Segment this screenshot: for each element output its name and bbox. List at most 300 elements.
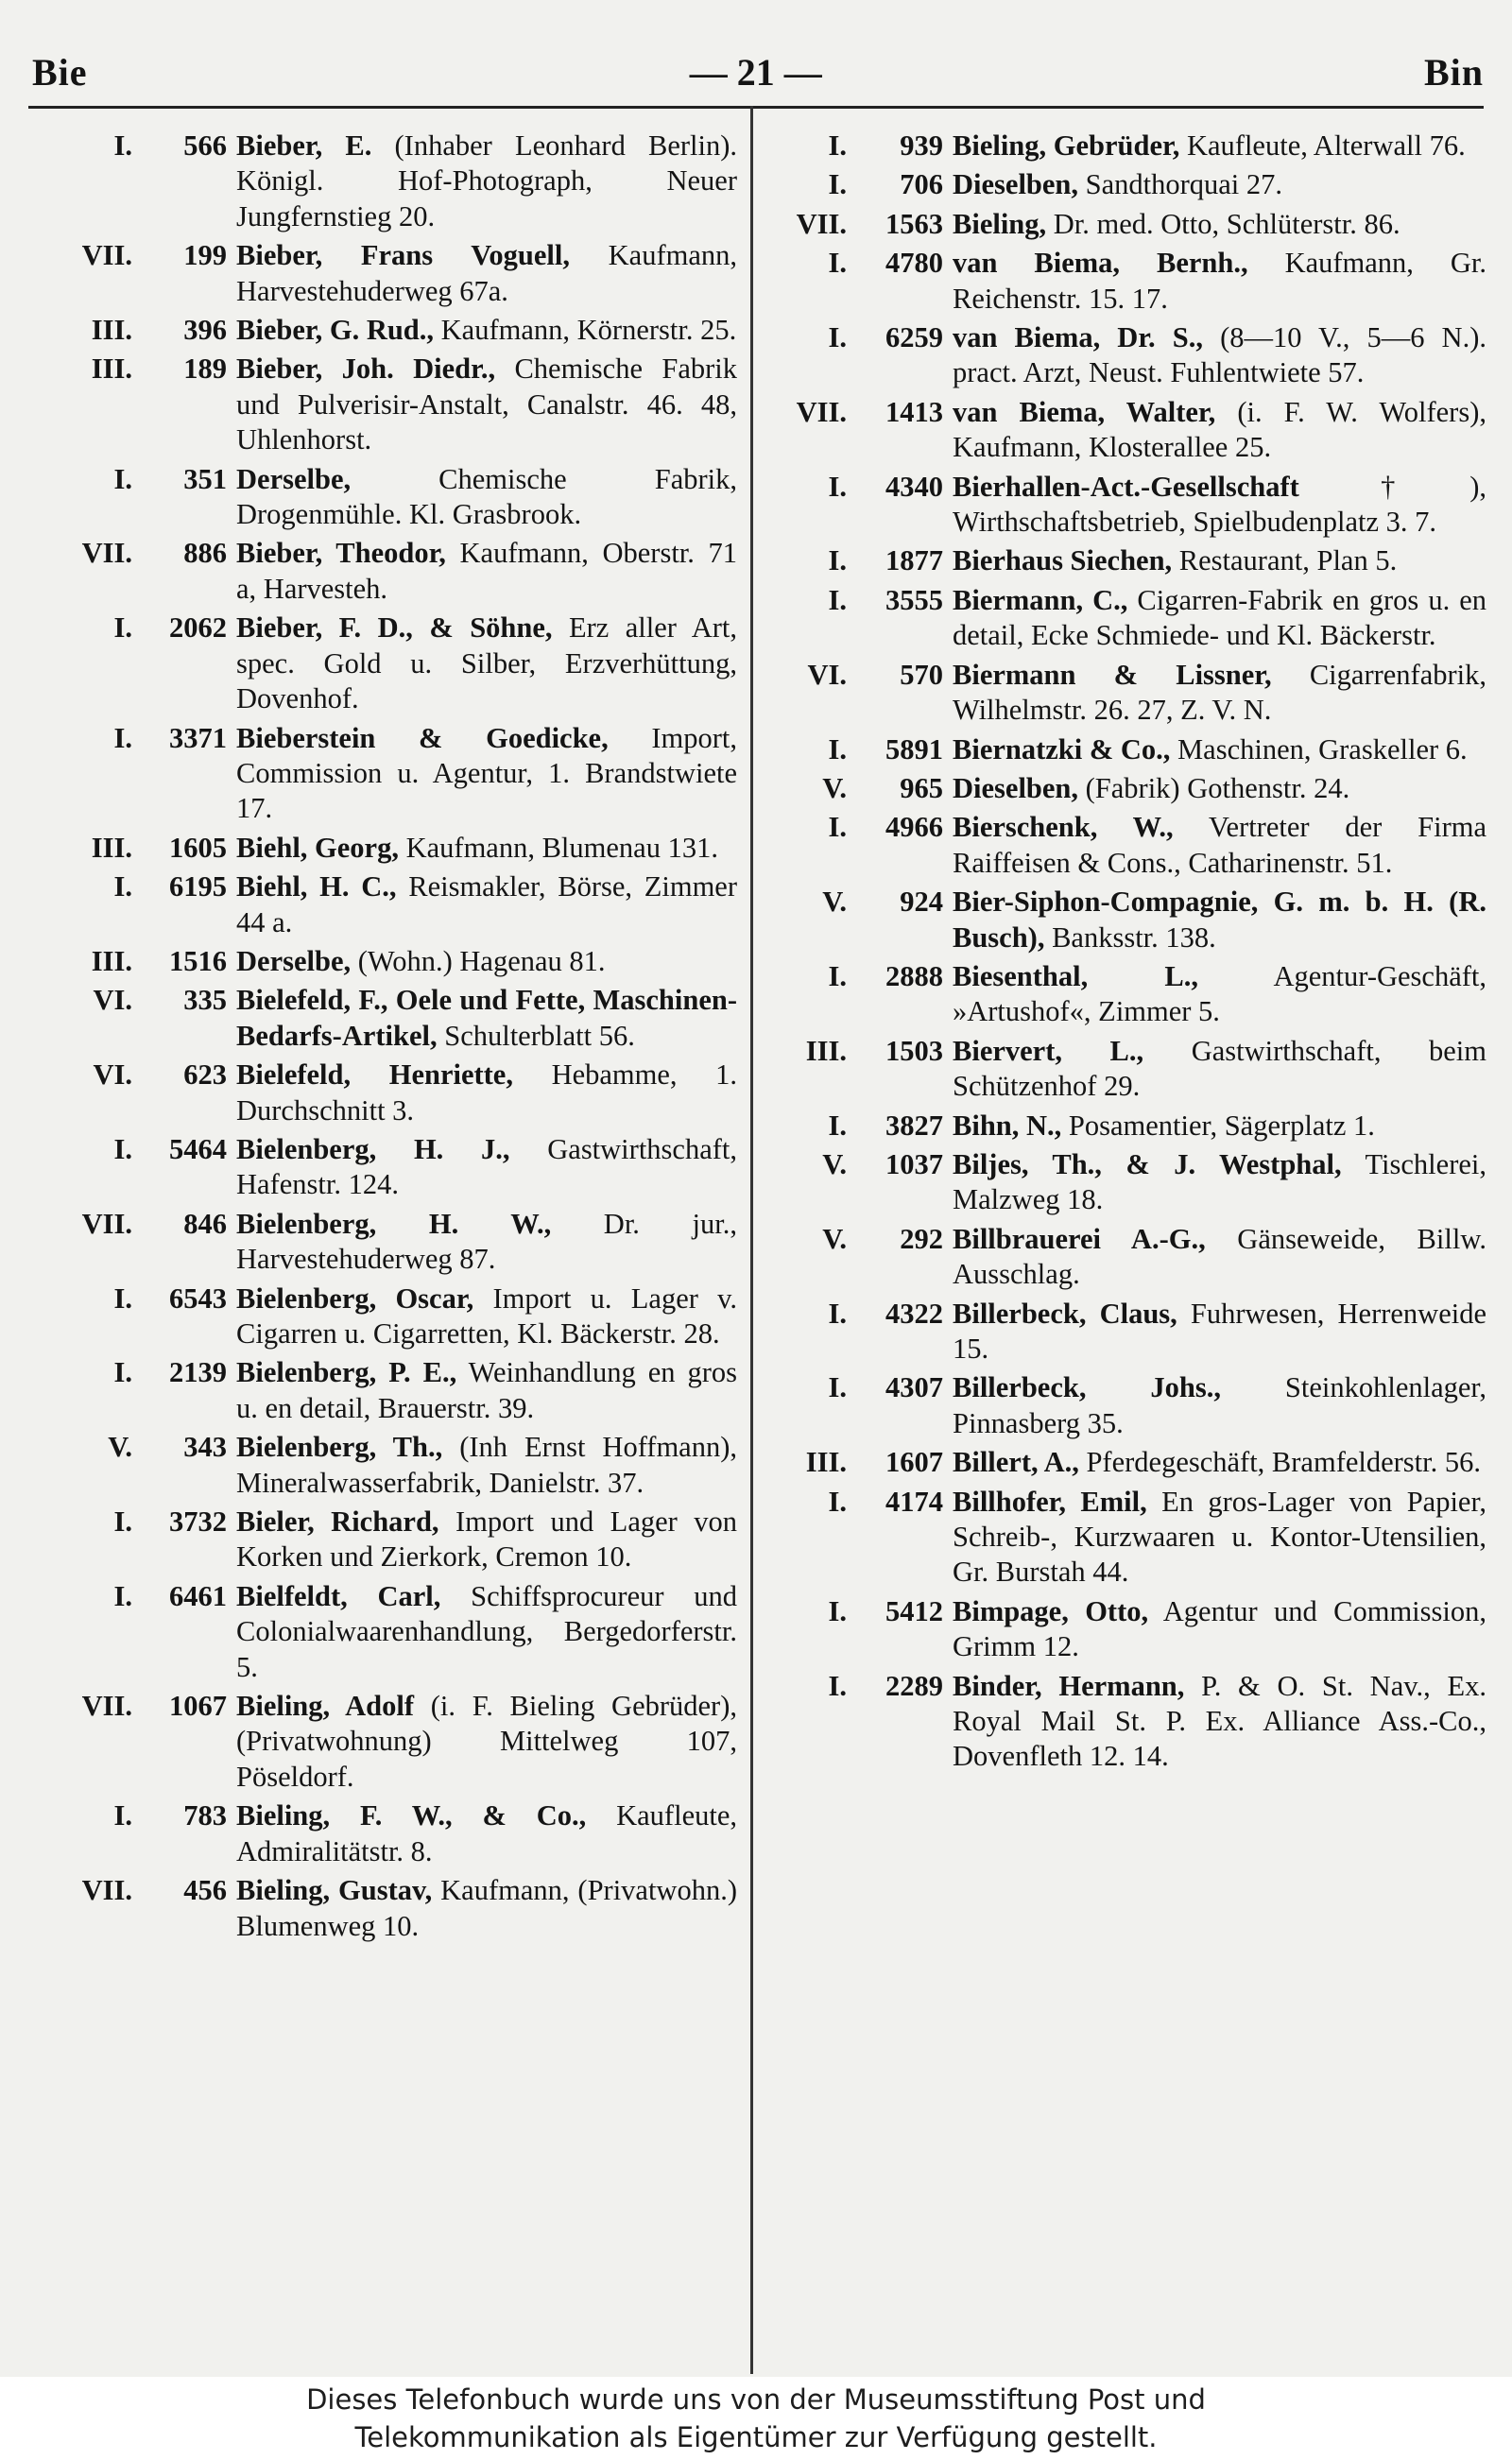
subscriber-name: Bielfeldt, Carl, (236, 1579, 441, 1612)
line-number: 4307 (885, 1371, 943, 1404)
phone-number (764, 959, 953, 994)
line-number: 1563 (885, 207, 943, 240)
directory-entry (764, 1485, 1486, 1591)
line-number: 566 (183, 129, 227, 162)
exchange-district: I. (828, 168, 847, 201)
exchange-district: I. (828, 1297, 847, 1330)
subscriber-name: Bielefeld, Henriette, (236, 1058, 513, 1092)
exchange-district: V. (822, 1147, 847, 1180)
line-number: 4174 (885, 1485, 943, 1518)
line-number: 623 (183, 1058, 227, 1092)
line-number: 4780 (885, 247, 943, 280)
subscriber-details: Pferdegeschäft, Bramfelderstr. 56. (1078, 1446, 1481, 1479)
phone-number (28, 1282, 236, 1316)
subscriber-details: Kaufmann, Gr. Reichenstr. 15. 17. (953, 247, 1486, 315)
line-number: 3732 (169, 1505, 227, 1539)
line-number: 189 (183, 353, 227, 386)
phone-number (764, 1297, 953, 1332)
phone-number (764, 1147, 953, 1182)
line-number: 1067 (169, 1690, 227, 1723)
directory-entry (28, 1207, 737, 1278)
line-number: 1413 (885, 395, 943, 428)
line-number: 1503 (885, 1034, 943, 1067)
subscriber-name: Bielenberg, H. W., (236, 1207, 552, 1240)
subscriber-details: En gros-Lager von Papier, Schreib-, Kurzwaaren u. Kontor-Utensilien, Gr. Burstah 44. (953, 1485, 1487, 1589)
exchange-district: I. (113, 1505, 132, 1539)
running-head-right: Bin (1423, 50, 1484, 94)
subscriber-name: Bieber, Theodor, (236, 537, 446, 570)
exchange-district: III. (91, 831, 132, 864)
exchange-district: I. (113, 870, 132, 903)
subscriber-name: Bielenberg, Oscar, (236, 1282, 474, 1315)
directory-entry (28, 869, 737, 940)
phone-number (764, 1594, 953, 1629)
phone-number (764, 658, 953, 693)
subscriber-name: Biehl, H. C., (236, 870, 397, 903)
exchange-district: I. (113, 1579, 132, 1612)
line-number: 6543 (169, 1282, 227, 1315)
directory-entry (764, 771, 1486, 806)
subscriber-name: Bieling, (953, 207, 1047, 240)
subscriber-name: Dieselben, (953, 771, 1079, 804)
directory-entry (28, 238, 737, 309)
directory-entry (764, 1147, 1486, 1218)
phone-number (28, 462, 236, 497)
subscriber-name: Dieselben, (953, 168, 1079, 201)
directory-entry (764, 732, 1486, 767)
phone-number (764, 395, 953, 430)
line-number: 4966 (885, 811, 943, 844)
entry-text (953, 771, 1486, 806)
exchange-district: I. (113, 462, 132, 495)
left-column (28, 129, 737, 1948)
line-number: 5891 (885, 732, 943, 766)
exchange-district: I. (828, 1669, 847, 1702)
phone-number (764, 1109, 953, 1144)
subscriber-details: Import und Lager von Korken und Zierkork, Cremon 10. (236, 1505, 737, 1574)
directory-entry (764, 470, 1486, 541)
exchange-district: I. (113, 721, 132, 754)
subscriber-details: (i. F. W. Wolfers), Kaufmann, Klosterallee 25. (953, 395, 1486, 464)
entry-text (953, 658, 1486, 729)
entry-text (953, 167, 1486, 202)
line-number: 1037 (885, 1147, 943, 1180)
phone-number (28, 611, 236, 645)
phone-number (764, 1485, 953, 1520)
phone-number (764, 1370, 953, 1405)
exchange-district: I. (113, 1132, 132, 1165)
phone-number (764, 246, 953, 281)
directory-entry (764, 959, 1486, 1030)
entry-text (236, 721, 737, 827)
subscriber-details: Kaufleute, Admiralitätstr. 8. (236, 1799, 737, 1867)
exchange-district: I. (828, 247, 847, 280)
directory-entry (764, 1445, 1486, 1480)
exchange-district: I. (113, 129, 132, 162)
directory-entry (764, 167, 1486, 202)
exchange-district: VI. (93, 1058, 132, 1092)
subscriber-details: Kaufmann, Körnerstr. 25. (434, 314, 737, 347)
exchange-district: I. (828, 544, 847, 577)
running-head-left: Bie (32, 50, 88, 94)
subscriber-details: Kaufmann, Oberstr. 71 a, Harvesteh. (236, 537, 737, 605)
subscriber-name: Bielenberg, H. J., (236, 1132, 510, 1165)
entry-text (236, 1282, 737, 1352)
directory-entry (764, 583, 1486, 654)
directory-entry (764, 1370, 1486, 1441)
subscriber-details: Chemische Fabrik, Drogenmühle. Kl. Grasbrook. (236, 462, 737, 531)
entry-text (953, 959, 1486, 1030)
directory-entry (28, 1058, 737, 1128)
directory-entry (764, 810, 1486, 881)
entry-text (953, 207, 1486, 242)
subscriber-name: Bieling, Gebrüder, (953, 129, 1180, 162)
entry-text (953, 1669, 1486, 1775)
subscriber-details: (i. F. Bieling Gebrüder), (Privatwohnung) Mittelweg 107, Pöseldorf. (236, 1690, 737, 1793)
subscriber-details: Sandthorquai 27. (1078, 168, 1283, 201)
exchange-district: VII. (81, 1207, 132, 1240)
subscriber-details: Gastwirthschaft, beim Schützenhof 29. (953, 1034, 1486, 1103)
entry-text (953, 1445, 1486, 1480)
directory-entry (28, 1505, 737, 1575)
subscriber-details: Gastwirthschaft, Hafenstr. 124. (236, 1132, 737, 1201)
footer-line-1: Dieses Telefonbuch wurde uns von der Museumsstiftung Post und (306, 2383, 1206, 2416)
phone-number (764, 470, 953, 505)
exchange-district: V. (822, 771, 847, 804)
subscriber-details: Kaufmann, (Privatwohn.) Blumenweg 10. (236, 1874, 737, 1942)
phone-number (28, 1579, 236, 1614)
line-number: 2888 (885, 959, 943, 992)
subscriber-name: Bierhaus Siechen, (953, 544, 1173, 577)
subscriber-name: Bielefeld, F., Oele und Fette, Maschinen-Bedarfs-Artikel, (236, 984, 737, 1052)
entry-text (236, 1579, 737, 1685)
exchange-district: VII. (81, 537, 132, 570)
entry-text (236, 944, 737, 979)
subscriber-name: Bielenberg, Th., (236, 1431, 443, 1464)
exchange-district: VII. (796, 207, 847, 240)
entry-text (236, 869, 737, 940)
exchange-district: VII. (796, 395, 847, 428)
line-number: 1605 (169, 831, 227, 864)
subscriber-details: Steinkohlenlager, Pinnasberg 35. (953, 1371, 1486, 1439)
exchange-district: VI. (807, 658, 847, 691)
phone-number (28, 313, 236, 348)
line-number: 6461 (169, 1579, 227, 1612)
subscriber-details: Gänseweide, Billw. Ausschlag. (953, 1222, 1486, 1291)
line-number: 939 (900, 129, 943, 162)
subscriber-name: van Biema, Bernh., (953, 247, 1248, 280)
line-number: 846 (183, 1207, 227, 1240)
subscriber-details: P. & O. St. Nav., Ex. Royal Mail St. P. Ex. Alliance Ass.-Co., Dovenfleth 12. 14. (953, 1669, 1487, 1773)
exchange-district: I. (828, 1594, 847, 1627)
directory-entry (28, 611, 737, 716)
subscriber-name: Bieber, F. D., & Söhne, (236, 611, 553, 645)
subscriber-details: Kaufmann, Blumenau 131. (398, 831, 718, 864)
directory-entry (28, 1579, 737, 1685)
column-divider (750, 106, 753, 2374)
phone-number (28, 1355, 236, 1390)
entry-text (236, 536, 737, 607)
directory-entry (764, 207, 1486, 242)
subscriber-details: (Fabrik) Gothenstr. 24. (1078, 771, 1350, 804)
entry-text (236, 352, 737, 457)
entry-text (953, 320, 1486, 391)
subscriber-details: Weinhandlung en gros u. en detail, Brauerstr. 39. (236, 1356, 737, 1424)
directory-entry (28, 129, 737, 234)
line-number: 4322 (885, 1297, 943, 1330)
line-number: 292 (900, 1222, 943, 1255)
entry-text (953, 1147, 1486, 1218)
line-number: 3371 (169, 721, 227, 754)
entry-text (236, 831, 737, 866)
subscriber-details: Schulterblatt 56. (437, 1019, 635, 1052)
subscriber-details: Agentur und Commission, Grimm 12. (953, 1594, 1486, 1663)
directory-entry (764, 1109, 1486, 1144)
exchange-district: I. (828, 1485, 847, 1518)
phone-number (28, 831, 236, 866)
phone-number (28, 983, 236, 1018)
directory-entry (764, 543, 1486, 578)
subscriber-name: Biermann, C., (953, 583, 1128, 616)
subscriber-name: Bieberstein & Goedicke, (236, 721, 609, 754)
directory-entry (28, 1689, 737, 1795)
entry-text (236, 238, 737, 309)
exchange-district: V. (108, 1431, 132, 1464)
exchange-district: VII. (81, 1690, 132, 1723)
phone-number (28, 1505, 236, 1540)
subscriber-name: Binder, Hermann, (953, 1669, 1185, 1702)
phone-number (764, 1222, 953, 1257)
subscriber-name: Biehl, Georg, (236, 831, 399, 864)
subscriber-details: Fuhrwesen, Herrenweide 15. (953, 1297, 1486, 1365)
subscriber-details: Erz aller Art, spec. Gold u. Silber, Erzverhüttung, Dovenhof. (236, 611, 738, 715)
line-number: 1877 (885, 544, 943, 577)
exchange-district: I. (828, 1371, 847, 1404)
entry-text (236, 1132, 737, 1203)
directory-entry (28, 313, 737, 348)
phone-number (28, 1058, 236, 1092)
entry-text (236, 1207, 737, 1278)
subscriber-name: Bierschenk, W., (953, 811, 1174, 844)
line-number: 706 (900, 168, 943, 201)
directory-entry (28, 944, 737, 979)
subscriber-details: Dr. jur., Harvestehuderweg 87. (236, 1207, 737, 1276)
directory-entry (764, 885, 1486, 955)
subscriber-name: van Biema, Dr. S., (953, 321, 1203, 354)
subscriber-name: Bier-Siphon-Compagnie, G. m. b. H. (R. Busch), (953, 886, 1486, 954)
exchange-district: I. (828, 1109, 847, 1142)
exchange-district: VII. (81, 1874, 132, 1907)
phone-number (764, 1034, 953, 1069)
phone-number (28, 869, 236, 904)
phone-number (28, 1132, 236, 1167)
directory-entry (764, 129, 1486, 163)
phone-number (28, 536, 236, 571)
phone-number (764, 543, 953, 578)
directory-entry (764, 1669, 1486, 1775)
subscriber-details: Maschinen, Graskeller 6. (1170, 732, 1468, 766)
subscriber-name: Billbrauerei A.-G., (953, 1222, 1206, 1255)
directory-entry (28, 536, 737, 607)
directory-entry (764, 320, 1486, 391)
line-number: 396 (183, 314, 227, 347)
phone-number (764, 810, 953, 845)
exchange-district: I. (828, 732, 847, 766)
exchange-district: I. (828, 811, 847, 844)
subscriber-name: Biesenthal, L., (953, 959, 1198, 992)
line-number: 924 (900, 886, 943, 919)
exchange-district: I. (828, 321, 847, 354)
subscriber-name: Biervert, L., (953, 1034, 1144, 1067)
subscriber-name: Billert, A., (953, 1446, 1079, 1479)
subscriber-details: Cigarrenfabrik, Wilhelmstr. 26. 27, Z. V. N. (953, 658, 1486, 727)
line-number: 335 (183, 984, 227, 1017)
subscriber-name: Bielenberg, P. E., (236, 1356, 457, 1389)
entry-text (236, 1505, 737, 1575)
phone-number (764, 885, 953, 920)
directory-entry (764, 1594, 1486, 1665)
page-number: — 21 — (689, 50, 822, 94)
subscriber-details: Cigarren-Fabrik en gros u. en detail, Ecke Schmiede- und Kl. Bäckerstr. (953, 583, 1487, 652)
subscriber-name: Bieber, E. (236, 129, 372, 162)
line-number: 1607 (885, 1446, 943, 1479)
entry-text (953, 1034, 1486, 1105)
subscriber-details: Chemische Fabrik und Pulverisir-Anstalt, Canalstr. 46. 48, Uhlenhorst. (236, 353, 738, 456)
phone-number (28, 238, 236, 273)
entry-text (236, 983, 737, 1054)
line-number: 3827 (885, 1109, 943, 1142)
entry-text (953, 810, 1486, 881)
entry-text (236, 1355, 737, 1426)
entry-text (236, 1058, 737, 1128)
subscriber-name: Bierhallen-Act.-Gesellschaft (953, 470, 1299, 503)
directory-entry (28, 1282, 737, 1352)
entry-text (236, 611, 737, 716)
phone-number (764, 771, 953, 806)
subscriber-name: Bieling, F. W., & Co., (236, 1799, 587, 1832)
subscriber-details: Posamentier, Sägerplatz 1. (1061, 1109, 1375, 1142)
line-number: 2289 (885, 1669, 943, 1702)
subscriber-name: Biernatzki & Co., (953, 732, 1171, 766)
directory-entry (764, 1034, 1486, 1105)
subscriber-details: Tischlerei, Malzweg 18. (953, 1147, 1486, 1216)
subscriber-details: Import, Commission u. Agentur, 1. Brandstwiete 17. (236, 721, 737, 825)
phone-number (764, 1669, 953, 1704)
footer-notice (0, 2377, 1512, 2460)
entry-text (953, 543, 1486, 578)
exchange-district: III. (805, 1034, 847, 1067)
directory-entry (764, 246, 1486, 317)
line-number: 886 (183, 537, 227, 570)
right-column (764, 129, 1486, 1779)
directory-entry (28, 721, 737, 827)
line-number: 1516 (169, 944, 227, 977)
exchange-district: I. (828, 959, 847, 992)
line-number: 351 (183, 462, 227, 495)
subscriber-name: Biermann & Lissner, (953, 658, 1272, 691)
entry-text (953, 1109, 1486, 1144)
entry-text (953, 583, 1486, 654)
entry-text (236, 462, 737, 533)
phone-number (28, 721, 236, 756)
entry-text (953, 246, 1486, 317)
directory-entry (764, 1222, 1486, 1293)
phone-number (764, 732, 953, 767)
phone-number (764, 583, 953, 618)
header-rule (28, 106, 1484, 109)
subscriber-details: Kaufleute, Alterwall 76. (1179, 129, 1466, 162)
entry-text (953, 129, 1486, 163)
subscriber-details: Vertreter der Firma Raiffeisen & Cons., Catharinenstr. 51. (953, 811, 1486, 879)
directory-entry (28, 1355, 737, 1426)
exchange-district: I. (828, 470, 847, 503)
line-number: 570 (900, 658, 943, 691)
subscriber-name: Bieber, Frans Voguell, (236, 239, 570, 272)
subscriber-details: (Inh Ernst Hoffmann), Mineralwasserfabrik, Danielstr. 37. (236, 1431, 738, 1499)
entry-text (953, 1370, 1486, 1441)
directory-entry (28, 1430, 737, 1501)
exchange-district: V. (822, 886, 847, 919)
phone-number (764, 129, 953, 163)
line-number: 6195 (169, 870, 227, 903)
entry-text (236, 1873, 737, 1944)
entry-text (236, 1689, 737, 1795)
subscriber-details: †), Wirthschaftsbetrieb, Spielbudenplatz 3. 7. (953, 470, 1486, 539)
directory-entry (28, 1132, 737, 1203)
exchange-district: III. (805, 1446, 847, 1479)
entry-text (953, 1222, 1486, 1293)
subscriber-name: van Biema, Walter, (953, 395, 1216, 428)
exchange-district: I. (828, 583, 847, 616)
subscriber-name: Billerbeck, Johs., (953, 1371, 1221, 1404)
phone-number (764, 320, 953, 355)
line-number: 5464 (169, 1132, 227, 1165)
subscriber-details: Import u. Lager v. Cigarren u. Cigarretten, Kl. Bäckerstr. 28. (236, 1282, 737, 1350)
line-number: 4340 (885, 470, 943, 503)
entry-text (236, 313, 737, 348)
subscriber-details: Kaufmann, Harvestehuderweg 67a. (236, 239, 737, 307)
subscriber-details: (8—10 V., 5—6 N.). pract. Arzt, Neust. Fuhlentwiete 57. (953, 321, 1486, 389)
exchange-district: I. (113, 611, 132, 645)
directory-entry (764, 395, 1486, 466)
entry-text (953, 1594, 1486, 1665)
entry-text (953, 885, 1486, 955)
line-number: 3555 (885, 583, 943, 616)
subscriber-name: Derselbe, (236, 944, 352, 977)
directory-entry (28, 983, 737, 1054)
subscriber-name: Billhofer, Emil, (953, 1485, 1147, 1518)
subscriber-details: Restaurant, Plan 5. (1172, 544, 1398, 577)
exchange-district: V. (822, 1222, 847, 1255)
entry-text (953, 1297, 1486, 1368)
exchange-district: I. (113, 1282, 132, 1315)
phone-number (28, 944, 236, 979)
directory-entry (28, 1873, 737, 1944)
entry-text (953, 732, 1486, 767)
subscriber-name: Bieber, G. Rud., (236, 314, 435, 347)
directory-entry (764, 658, 1486, 729)
subscriber-name: Bieling, Adolf (236, 1690, 415, 1723)
phone-number (28, 352, 236, 387)
exchange-district: I. (113, 1799, 132, 1832)
directory-entry (28, 831, 737, 866)
line-number: 456 (183, 1874, 227, 1907)
subscriber-name: Billerbeck, Claus, (953, 1297, 1177, 1330)
line-number: 783 (183, 1799, 227, 1832)
phone-number (764, 207, 953, 242)
footer-line-2: Telekommunikation als Eigentümer zur Verfügung gestellt. (354, 2421, 1158, 2453)
subscriber-name: Biljes, Th., & J. Westphal, (953, 1147, 1342, 1180)
